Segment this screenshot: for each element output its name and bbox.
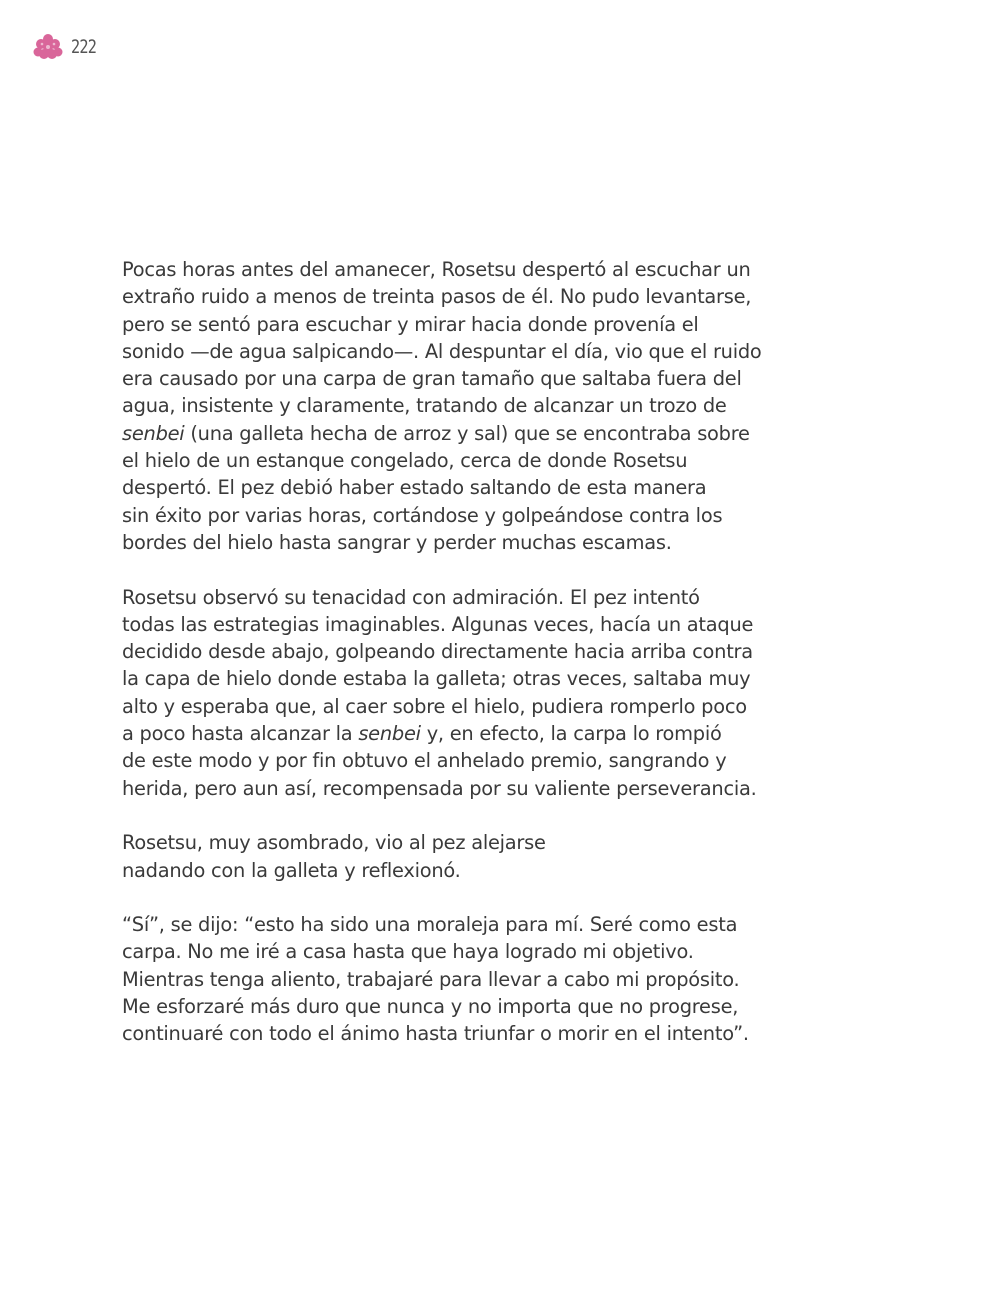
- text-line: el hielo de un estanque congelado, cerca de donde Rosetsu: [122, 449, 688, 473]
- italic-term: senbei: [122, 421, 185, 445]
- text-line: Mientras tenga aliento, trabajaré para llevar a cabo mi propósito.: [122, 967, 740, 991]
- text-line: Rosetsu, muy asombrado, vio al pez alejarse: [122, 831, 546, 855]
- text-line: extraño ruido a menos de treinta pasos de él. No pudo levantarse,: [122, 285, 752, 309]
- flower-icon: [33, 33, 63, 61]
- text-span: (una galleta hecha de arroz y sal) que se encontraba sobre: [184, 421, 750, 445]
- text-line: bordes del hielo hasta sangrar y perder muchas escamas.: [122, 530, 672, 554]
- text-line: agua, insistente y claramente, tratando de alcanzar un trozo de: [122, 394, 727, 418]
- text-line: Rosetsu observó su tenacidad con admiración. El pez intentó: [122, 585, 700, 609]
- text-line: [122, 420, 822, 447]
- text-line: carpa. No me iré a casa hasta que haya logrado mi objetivo.: [122, 940, 694, 964]
- paragraph-1: [122, 256, 822, 556]
- text-line: decidido desde abajo, golpeando directamente hacia arriba contra: [122, 640, 753, 664]
- paragraph-3: [122, 829, 822, 884]
- text-line: herida, pero aun así, recompensada por su valiente perseverancia.: [122, 776, 757, 800]
- text-line: pero se sentó para escuchar y mirar hacia donde provenía el: [122, 312, 699, 336]
- body-text: [122, 256, 822, 1048]
- text-span: y, en efecto, la carpa lo rompió: [420, 722, 722, 746]
- text-line: “Sí”, se dijo: “esto ha sido una moraleja para mí. Seré como esta: [122, 913, 738, 937]
- text-line: Me esforzaré más duro que nunca y no importa que no progrese,: [122, 995, 739, 1019]
- paragraph-gap: [122, 884, 822, 911]
- text-line: todas las estrategias imaginables. Algunas veces, hacía un ataque: [122, 612, 754, 636]
- page-number: 222: [71, 35, 97, 58]
- text-line: era causado por una carpa de gran tamaño que saltaba fuera del: [122, 367, 742, 391]
- paragraph-4: [122, 911, 822, 1047]
- text-line: sonido —de agua salpicando—. Al despuntar el día, vio que el ruido: [122, 339, 762, 363]
- paragraph-gap: [122, 556, 822, 583]
- text-line: alto y esperaba que, al caer sobre el hielo, pudiera romperlo poco: [122, 694, 747, 718]
- text-line: la capa de hielo donde estaba la galleta; otras veces, saltaba muy: [122, 667, 751, 691]
- text-line: sin éxito por varias horas, cortándose y golpeándose contra los: [122, 503, 723, 527]
- text-span: a poco hasta alcanzar la: [122, 722, 359, 746]
- page-header: [33, 33, 102, 61]
- text-line: Pocas horas antes del amanecer, Rosetsu despertó al escuchar un: [122, 258, 751, 281]
- paragraph-gap: [122, 802, 822, 829]
- paragraph-2: [122, 584, 822, 802]
- text-line: de este modo y por fin obtuvo el anhelado premio, sangrando y: [122, 749, 727, 773]
- text-line: continuaré con todo el ánimo hasta triunfar o morir en el intento”.: [122, 1022, 749, 1046]
- text-line: despertó. El pez debió haber estado saltando de esta manera: [122, 476, 707, 500]
- text-line: nadando con la galleta y reflexionó.: [122, 858, 461, 882]
- text-line: [122, 720, 822, 747]
- italic-term: senbei: [358, 722, 421, 746]
